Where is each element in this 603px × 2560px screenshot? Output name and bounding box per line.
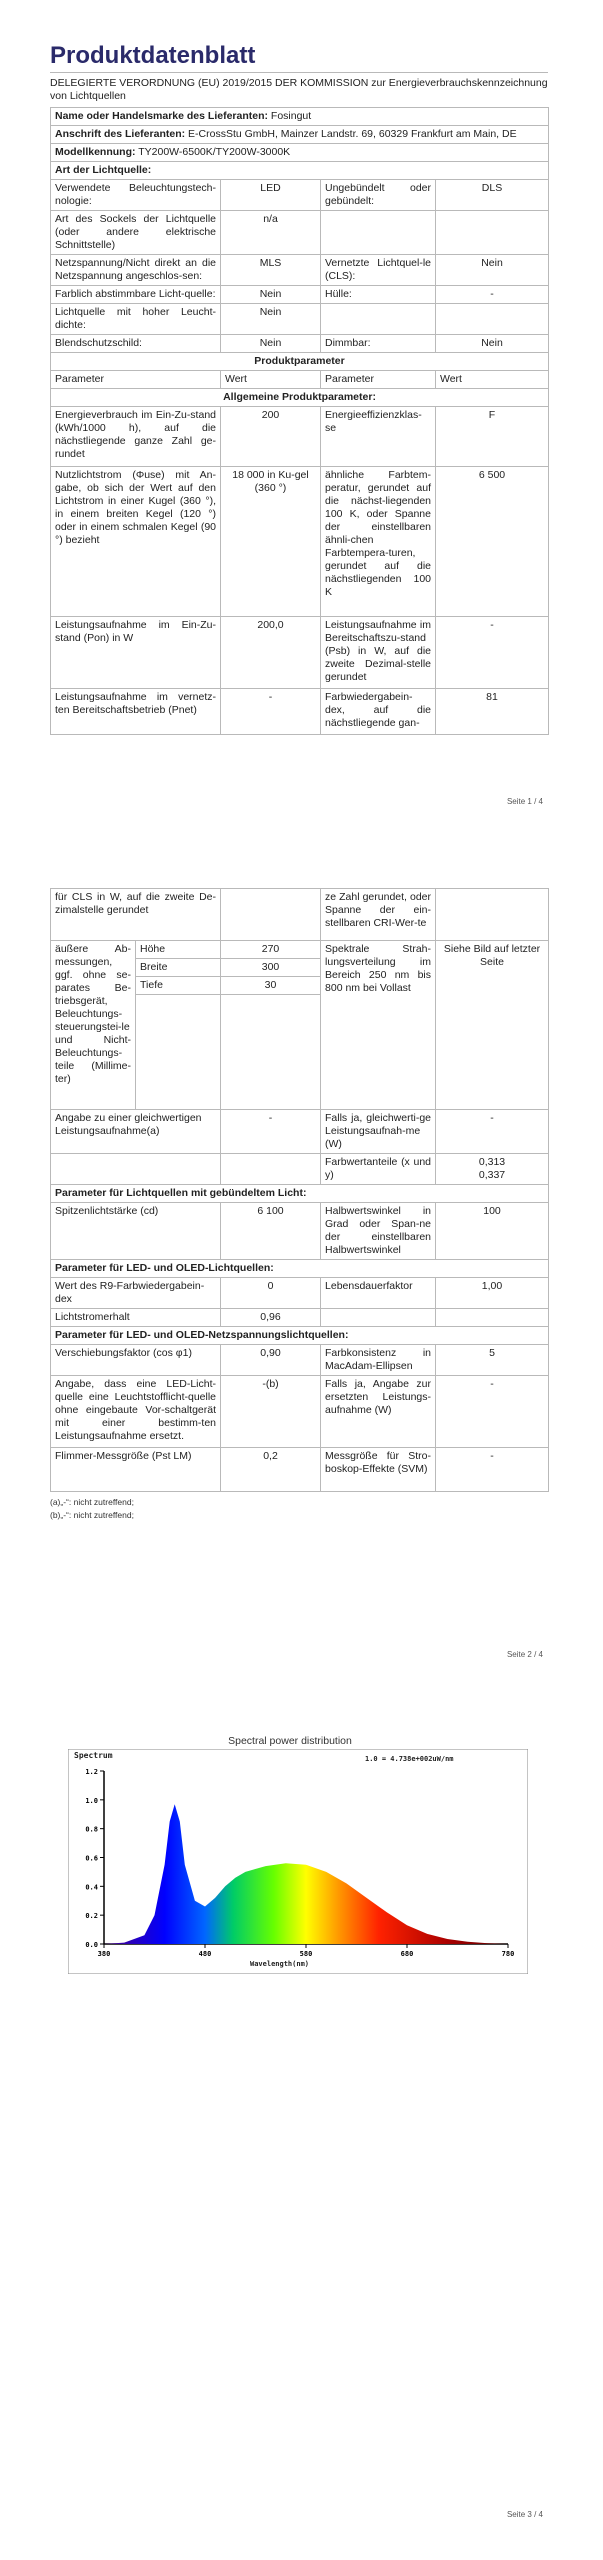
param-cell: Verwendete Beleuchtungstech-nologie: (51, 180, 221, 211)
table-row (51, 304, 549, 335)
param-cell (321, 304, 436, 335)
x-tick-label: 680 (400, 1950, 414, 1958)
page-number: Seite 2 / 4 (506, 1650, 543, 1659)
param-cell: Netzspannung/Nicht direkt an die Netzspannung angeschlos-sen: (51, 255, 221, 286)
model-value: TY200W-6500K/TY200W-3000K (138, 146, 291, 158)
dls-header: Parameter für Lichtquellen mit gebündeltem Licht: (51, 1185, 549, 1203)
table-row (51, 180, 549, 211)
y-tick-label: 0.4 (85, 1883, 98, 1892)
column-header: Wert (221, 371, 321, 389)
dimension-key: Höhe (136, 941, 221, 959)
param-cell (321, 1309, 436, 1327)
table-row (51, 1448, 549, 1492)
param-cell: Angabe, dass eine LED-Licht-quelle eine Leuchtstofflicht-quelle ohne eingebaute Vor-schaltgerät mit einer bestimm-ten Leistungsaufnahme ersetzt. (51, 1376, 221, 1448)
param-header: Produktparameter (51, 353, 549, 371)
value-cell: - (436, 1376, 549, 1448)
table-row (51, 689, 549, 735)
param-cell: Art des Sockels der Lichtquelle (oder andere elektrische Schnittstelle) (51, 211, 221, 255)
value-cell: Nein (436, 335, 549, 353)
value-cell: DLS (436, 180, 549, 211)
y-tick-label: 1.0 (85, 1796, 98, 1805)
value-cell: 1,00 (436, 1278, 549, 1309)
supplier-row (51, 108, 549, 126)
value-cell: - (436, 286, 549, 304)
y-tick-label: 1.2 (85, 1768, 98, 1776)
dimension-value: 30 (221, 977, 321, 995)
param-cell: Leistungsaufnahme im Ein-Zu-stand (Pon) in W (51, 617, 221, 689)
page-number: Seite 1 / 4 (506, 797, 543, 806)
param-cell: Falls ja, Angabe zur ersetzten Leistungs-aufnahme (W) (321, 1376, 436, 1448)
supplier-value: Fosingut (270, 110, 312, 122)
table-row (51, 1110, 549, 1154)
model-row (51, 144, 549, 162)
param-cell: Energieeffizienzklas-se (321, 407, 436, 467)
param-cell: Blendschutzschild: (51, 335, 221, 353)
param-cell: Lichtquelle mit hoher Leucht-dichte: (51, 304, 221, 335)
value-cell: 100 (436, 1203, 549, 1260)
param-cell: Angabe zu einer gleichwertigen Leistungsaufnahme(a) (51, 1110, 221, 1154)
x-tick-label: 580 (299, 1950, 313, 1958)
param-cell: Dimmbar: (321, 335, 436, 353)
x-tick-label: 780 (501, 1950, 515, 1958)
value-cell: - (221, 689, 321, 735)
param-cell: Farblich abstimmbare Licht-quelle: (51, 286, 221, 304)
footnote-b: (b)„-“: nicht zutreffend; (50, 1510, 134, 1520)
regulation-text: DELEGIERTE VERORDNUNG (EU) 2019/2015 DER KOMMISSION zur Energieverbrauchskennzeichnung von Lichtquellen (50, 77, 548, 102)
general-header: Allgemeine Produktparameter: (51, 389, 549, 407)
table-row (51, 1278, 549, 1309)
value-cell: Siehe Bild auf letzter Seite (436, 941, 549, 1110)
datasheet-table-1 (50, 107, 549, 735)
param-cell: Energieverbrauch im Ein-Zu-stand (kWh/1000 h), auf die nächstliegende ganze Zahl ge-rundet (51, 407, 221, 467)
chart-title: Spectral power distribution (228, 1735, 352, 1747)
param-cell: Farbwertanteile (x und y) (321, 1154, 436, 1185)
table-row (51, 617, 549, 689)
value-cell: Nein (221, 335, 321, 353)
table-row (51, 1376, 549, 1448)
table-row (51, 407, 549, 467)
value-cell: 18 000 in Ku-gel (360 °) (221, 467, 321, 617)
param-cell: Leistungsaufnahme im Bereitschaftszu-stand (Psb) in W, auf die zweite Dezimal-stelle gerundet (321, 617, 436, 689)
x-tick-label: 480 (198, 1950, 212, 1958)
address-value: E-CrossStu GmbH, Mainzer Landstr. 69, 60329 Frankfurt am Main, DE (188, 128, 517, 140)
param-cell: Farbkonsistenz in MacAdam-Ellipsen (321, 1345, 436, 1376)
column-header: Wert (436, 371, 549, 389)
value-cell: F (436, 407, 549, 467)
value-cell: 0,96 (221, 1309, 321, 1327)
value-cell (436, 889, 549, 941)
param-cell: Vernetzte Lichtquel-le (CLS): (321, 255, 436, 286)
datasheet-table-2 (50, 888, 549, 1492)
spectral-chart-svg (68, 1749, 528, 1974)
param-cell: Spitzenlichtstärke (cd) (51, 1203, 221, 1260)
value-cell: 0,2 (221, 1448, 321, 1492)
dimension-key: Breite (136, 959, 221, 977)
value-cell: Nein (221, 286, 321, 304)
footnote-a: (a)„-“: nicht zutreffend; (50, 1497, 134, 1507)
param-cell: ze Zahl gerundet, oder Spanne der ein-stellbaren CRI-Wer-te (321, 889, 436, 941)
value-cell: - (436, 617, 549, 689)
table-row (51, 286, 549, 304)
param-cell: Farbwiedergabein-dex, auf die nächstliegende gan- (321, 689, 436, 735)
led-header: Parameter für LED- und OLED-Lichtquellen: (51, 1260, 549, 1278)
value-cell: MLS (221, 255, 321, 286)
value-cell: 200 (221, 407, 321, 467)
table-row (51, 1345, 549, 1376)
chroma-y: 0,337 (478, 1169, 506, 1181)
param-cell: Lichtstromerhalt (51, 1309, 221, 1327)
value-cell: 0,90 (221, 1345, 321, 1376)
column-header: Parameter (321, 371, 436, 389)
y-tick-label: 0.6 (85, 1854, 98, 1863)
param-cell: für CLS in W, auf die zweite De-zimalstelle gerundet (51, 889, 221, 941)
table-row (51, 335, 549, 353)
mls-header: Parameter für LED- und OLED-Netzspannungslichtquellen: (51, 1327, 549, 1345)
value-cell (436, 1309, 549, 1327)
value-cell: LED (221, 180, 321, 211)
page-number: Seite 3 / 4 (506, 2510, 543, 2519)
param-cell: Flimmer-Messgröße (Pst LM) (51, 1448, 221, 1492)
param-cell: Nutzlichtstrom (Φuse) mit An-gabe, ob sich der Wert auf den Lichtstrom in einer Kugel (360 °), in einem breiten Kegel (120 °) oder in einem schmalen Kegel (90 °) bezieht (51, 467, 221, 617)
param-cell: Falls ja, gleichwerti-ge Leistungsaufnah-me (W) (321, 1110, 436, 1154)
dimension-value: 300 (221, 959, 321, 977)
param-cell (321, 211, 436, 255)
value-cell: - (221, 1110, 321, 1154)
value-cell: -(b) (221, 1376, 321, 1448)
value-cell (436, 304, 549, 335)
param-cell: Halbwertswinkel in Grad oder Span-ne der einstellbaren Halbwertswinkel (321, 1203, 436, 1260)
param-cell: Spektrale Strah-lungsverteilung im Bereich 250 nm bis 800 nm bei Vollast (321, 941, 436, 1110)
param-cell: Messgröße für Stro-boskop-Effekte (SVM) (321, 1448, 436, 1492)
page-1 (50, 38, 548, 735)
table-row (51, 211, 549, 255)
table-row (51, 1309, 549, 1327)
page-2 (50, 888, 548, 1522)
chart-ylabel: Spectrum (74, 1751, 113, 1760)
value-cell: - (436, 1110, 549, 1154)
value-cell: Nein (221, 304, 321, 335)
chart-xlabel: Wavelength(nm) (250, 1960, 310, 1968)
value-cell: 81 (436, 689, 549, 735)
dimension-key: Tiefe (136, 977, 221, 995)
document-title: Produktdatenblatt (50, 38, 548, 73)
param-cell: Ungebündelt oder gebündelt: (321, 180, 436, 211)
chroma-x: 0,313 (478, 1156, 506, 1168)
table-row (51, 1203, 549, 1260)
table-row (51, 467, 549, 617)
spectral-chart (50, 1735, 550, 1975)
chart-annotation: 1.0 = 4.738e+002uW/nm (365, 1755, 454, 1763)
value-cell: - (436, 1448, 549, 1492)
param-cell: Lebensdauerfaktor (321, 1278, 436, 1309)
value-cell: 0 (221, 1278, 321, 1309)
param-cell: Leistungsaufnahme im vernetz-ten Bereitschaftsbetrieb (Pnet) (51, 689, 221, 735)
dimensions-label: äußere Ab-messungen, ggf. ohne se-parates Be-triebsgerät, Beleuchtungs-steuerungstei-le und Nicht-Beleuchtungs-teile (Millime-ter) (51, 941, 136, 1110)
value-cell (436, 211, 549, 255)
param-cell: Wert des R9-Farbwiedergabein-dex (51, 1278, 221, 1309)
y-tick-label: 0.0 (85, 1941, 98, 1949)
column-header: Parameter (51, 371, 221, 389)
x-tick-label: 380 (97, 1950, 111, 1958)
y-tick-label: 0.2 (85, 1912, 98, 1921)
column-header-row (51, 371, 549, 389)
value-cell: 6 100 (221, 1203, 321, 1260)
param-cell: ähnliche Farbtem-peratur, gerundet auf die nächst-liegenden 100 K, oder Spanne der einstellbaren ähnli-chen Farbtempera-turen, gerundet auf die nächstliegenden 100 K (321, 467, 436, 617)
value-cell: 200,0 (221, 617, 321, 689)
y-tick-label: 0.8 (85, 1825, 98, 1834)
address-row (51, 126, 549, 144)
table-row (51, 941, 549, 959)
value-cell: 6 500 (436, 467, 549, 617)
table-row (51, 889, 549, 941)
value-cell (221, 889, 321, 941)
param-cell: Hülle: (321, 286, 436, 304)
address-label: Anschrift des Lieferanten: (55, 128, 186, 140)
dimension-value: 270 (221, 941, 321, 959)
param-cell: Verschiebungsfaktor (cos φ1) (51, 1345, 221, 1376)
value-cell: Nein (436, 255, 549, 286)
value-cell: 5 (436, 1345, 549, 1376)
supplier-label: Name oder Handelsmarke des Lieferanten: (55, 110, 268, 122)
value-cell: n/a (221, 211, 321, 255)
table-row (51, 1154, 549, 1185)
type-header: Art der Lichtquelle: (51, 162, 549, 180)
table-row (51, 255, 549, 286)
model-label: Modellkennung: (55, 146, 136, 158)
